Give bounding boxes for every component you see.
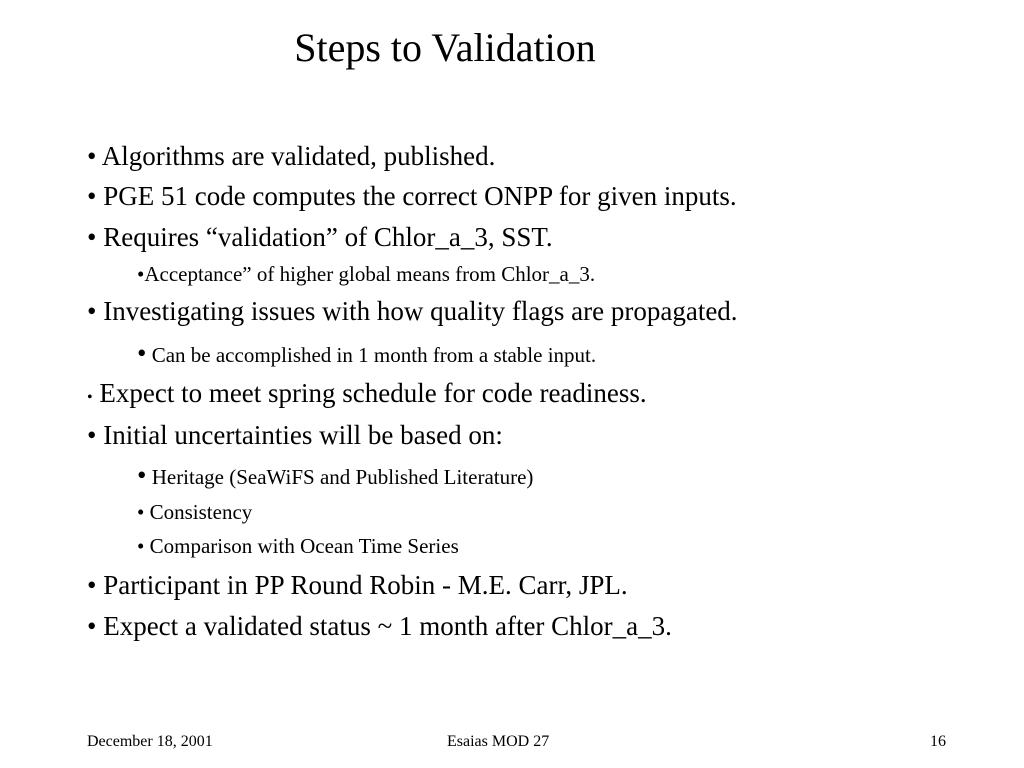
bullet-text: Investigating issues with how quality flags are propagated.: [96, 296, 738, 326]
bullet-item: [87, 180, 737, 212]
bullet-marker: •: [87, 141, 97, 171]
bullet-text: PGE 51 code computes the correct ONPP for given inputs.: [96, 181, 737, 211]
bullet-text: Initial uncertainties will be based on:: [96, 420, 503, 450]
bullet-text: Can be accomplished in 1 month from a stable input.: [146, 343, 597, 367]
bullet-marker: •: [87, 296, 97, 326]
bullet-item: [87, 140, 495, 172]
footer-center-text: Esaias MOD 27: [447, 733, 550, 750]
bullet-text: Heritage (SeaWiFS and Published Literature): [146, 465, 534, 489]
sub-bullet-item: [137, 499, 252, 525]
bullet-marker: •: [137, 338, 147, 368]
bullet-marker: •: [87, 420, 97, 450]
bullet-text: Expect to meet spring schedule for code readiness.: [92, 378, 647, 408]
bullet-marker: •: [137, 460, 147, 490]
bullet-marker: •: [87, 389, 93, 406]
footer-date: December 18, 2001: [87, 733, 213, 750]
bullet-marker: •: [87, 181, 97, 211]
sub-bullet-item: [137, 533, 459, 559]
bullet-text: Participant in PP Round Robin - M.E. Carr, JPL.: [96, 570, 628, 600]
bullet-marker: •: [87, 222, 97, 252]
bullet-text: Consistency: [144, 500, 253, 524]
bullet-text: Expect a validated status ~ 1 month after Chlor_a_3.: [96, 611, 672, 641]
bullet-marker: •: [137, 262, 145, 286]
slide-title: Steps to Validation: [294, 25, 596, 70]
bullet-marker: •: [87, 570, 97, 600]
bullet-marker: •: [87, 611, 97, 641]
sub-bullet-item: [137, 462, 533, 490]
bullet-item: [87, 221, 553, 253]
bullet-item: [87, 377, 647, 414]
bullet-item: [87, 295, 738, 327]
bullet-marker: •: [137, 534, 145, 558]
bullet-text: Requires “validation” of Chlor_a_3, SST.: [96, 222, 553, 252]
bullet-item: [87, 569, 628, 601]
bullet-item: [87, 419, 503, 451]
bullet-marker: •: [137, 500, 145, 524]
sub-bullet-item: [137, 340, 596, 368]
footer-page-number: 16: [930, 733, 946, 750]
bullet-text: Algorithms are validated, published.: [96, 141, 496, 171]
bullet-item: [87, 610, 672, 642]
bullet-text: Acceptance” of higher global means from Chlor_a_3.: [144, 262, 596, 286]
bullet-text: Comparison with Ocean Time Series: [144, 534, 459, 558]
sub-bullet-item: [137, 261, 595, 287]
